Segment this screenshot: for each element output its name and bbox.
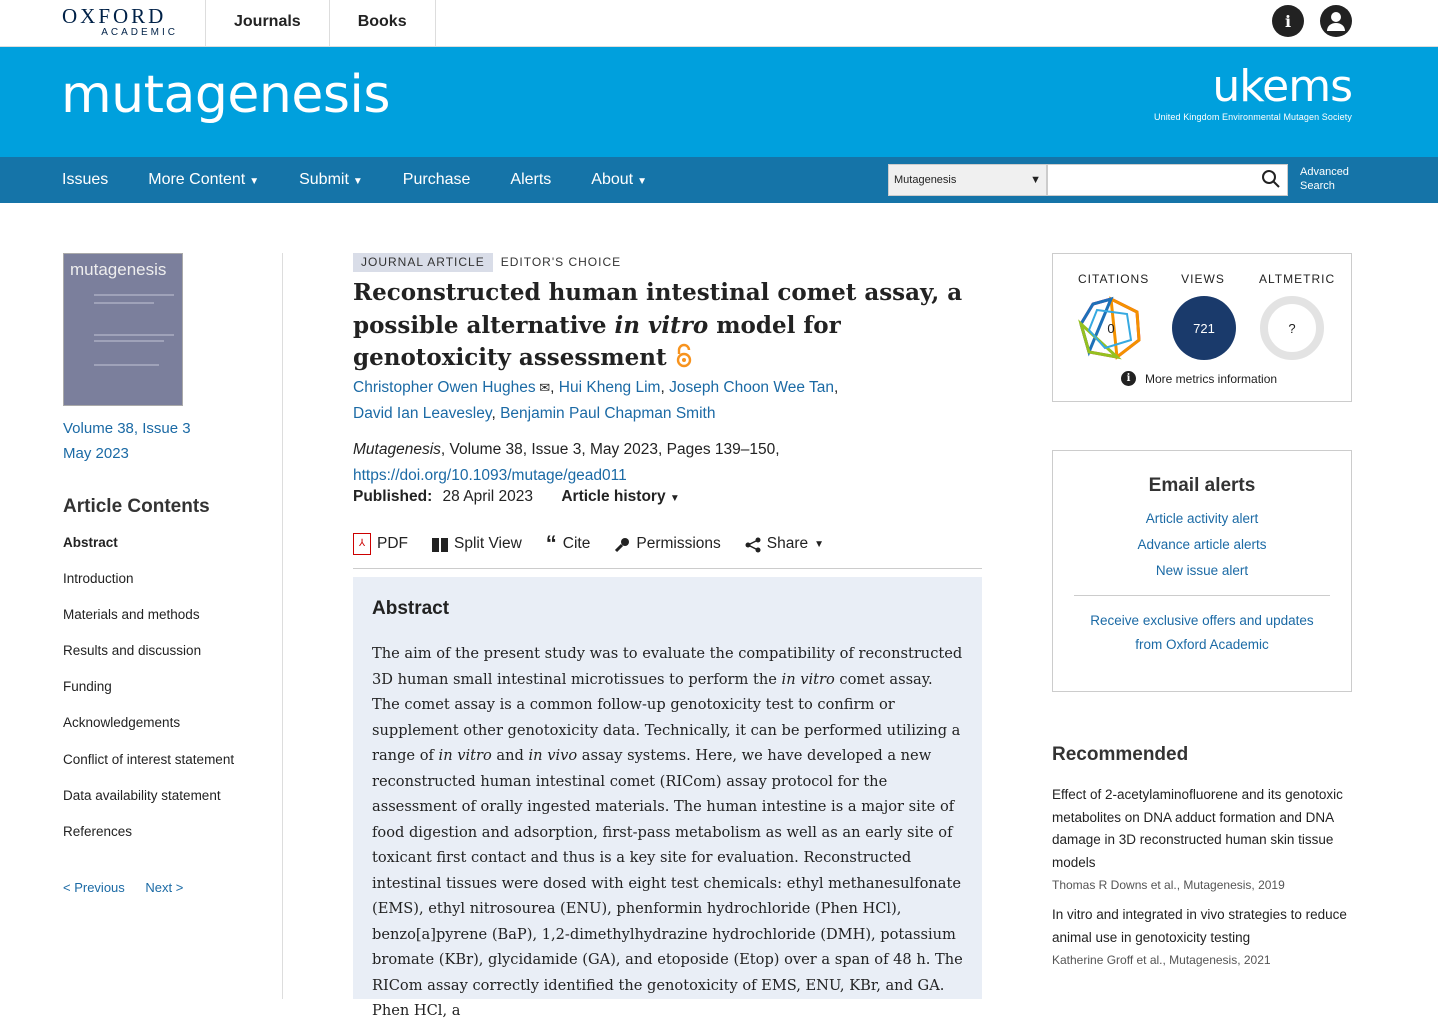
more-metrics-link[interactable] xyxy=(1121,371,1277,386)
abstract-text xyxy=(372,641,963,1024)
author-list xyxy=(353,375,973,427)
abstract-segment: comet assay. The comet assay is a common follow-up genotoxicity test to confirm or supplement other genotoxicity data. Technically, it can be performed utilizing a range of xyxy=(372,670,961,764)
article-history-label: Article history xyxy=(561,488,666,505)
contents-item[interactable]: Acknowledgements xyxy=(63,715,181,731)
logo-main-text: OXFORD xyxy=(62,4,167,28)
nav-item-label: More Content xyxy=(148,171,246,188)
article-title xyxy=(353,277,973,375)
author-separator: , xyxy=(550,379,559,396)
prev-next-nav xyxy=(63,880,200,895)
views-label: VIEWS xyxy=(1181,272,1225,286)
more-metrics-label: More metrics information xyxy=(1145,371,1278,386)
top-nav xyxy=(205,0,436,47)
search-box xyxy=(888,164,1288,196)
nav-item-submit[interactable] xyxy=(299,171,363,189)
chevron-down-icon: ▼ xyxy=(669,493,680,504)
advanced-search-link[interactable] xyxy=(1300,165,1349,193)
article-history-toggle[interactable] xyxy=(561,488,679,505)
author-link[interactable]: Joseph Choon Wee Tan xyxy=(669,379,834,396)
top-bar xyxy=(0,0,1438,47)
editors-choice-tag: EDITOR'S CHOICE xyxy=(500,255,622,269)
abstract-segment: in vitro xyxy=(438,747,492,764)
citations-value: 0 xyxy=(1107,320,1115,336)
journal-title[interactable]: mutagenesis xyxy=(61,65,390,125)
citations-label: CITATIONS xyxy=(1078,272,1150,286)
advance-article-alerts-link[interactable]: Advance article alerts xyxy=(1137,537,1267,552)
society-logo[interactable] xyxy=(1154,62,1352,122)
recommended-title-link[interactable]: Effect of 2-acetylaminofluorene and its genotoxic metabolites on DNA adduct formation and DNA damage in 3D reconstructed human skin tissue models xyxy=(1052,787,1343,870)
advanced-search-line1: Advanced xyxy=(1300,166,1349,178)
nav-item-label: About xyxy=(591,171,634,188)
author-separator: , xyxy=(833,379,839,396)
exclusive-offers-link[interactable]: Receive exclusive offers and updates from Oxford Academic xyxy=(1090,613,1314,652)
abstract-segment: The aim of the present study was to evaluate the compatibility of reconstructed 3D human small intestinal microtissues to perform the xyxy=(372,645,963,688)
recommended-meta: Katherine Groff et al., Mutagenesis, 2021 xyxy=(1052,953,1271,967)
altmetric-value: ? xyxy=(1288,320,1296,336)
logo-sub-text: ACADEMIC xyxy=(101,27,178,38)
journal-nav xyxy=(0,157,1438,203)
split-view-icon xyxy=(432,535,448,557)
citation-info xyxy=(353,437,780,489)
previous-link[interactable]: < Previous xyxy=(63,880,125,895)
nav-item-label: Purchase xyxy=(402,171,471,188)
contents-item[interactable]: Data availability statement xyxy=(63,787,221,803)
pdf-button[interactable] xyxy=(353,535,408,568)
advanced-search-line2: Search xyxy=(1300,180,1335,192)
recommended-meta: Thomas R Downs et al., Mutagenesis, 2019 xyxy=(1052,878,1285,892)
share-button[interactable] xyxy=(745,535,824,568)
email-alerts-panel xyxy=(1052,450,1352,692)
author-link[interactable]: Hui Kheng Lim xyxy=(558,379,661,396)
published-label: Published: xyxy=(353,488,433,505)
abstract-section xyxy=(353,577,982,1019)
chevron-down-icon: ▼ xyxy=(249,176,260,187)
alerts-divider xyxy=(1074,595,1330,596)
citation-details: , Volume 38, Issue 3, May 2023, Pages 139–150, xyxy=(440,441,780,458)
nav-item-issues[interactable] xyxy=(62,171,108,189)
article-contents-title: Article Contents xyxy=(63,496,210,517)
altmetric-badge[interactable] xyxy=(1260,296,1324,360)
nav-item-label: Alerts xyxy=(510,171,552,188)
abstract-segment: in vivo xyxy=(528,747,578,764)
recommended-title-link[interactable]: In vitro and integrated in vivo strategies to reduce animal use in genotoxicity testing xyxy=(1052,907,1347,945)
citations-badge[interactable] xyxy=(1079,296,1143,360)
cite-label: Cite xyxy=(562,535,591,552)
recommended-list xyxy=(1052,784,1352,967)
search-input[interactable] xyxy=(1047,164,1288,196)
cite-button[interactable] xyxy=(545,531,591,568)
journal-banner xyxy=(0,47,1438,157)
recommended-item xyxy=(1052,904,1352,967)
article-tags xyxy=(353,253,629,272)
author-separator: , xyxy=(491,405,501,422)
views-value: 721 xyxy=(1193,320,1215,336)
nav-item-label: Submit xyxy=(299,171,349,188)
info-icon: i xyxy=(1121,371,1136,386)
chevron-down-icon: ▼ xyxy=(352,176,363,187)
recommended-item xyxy=(1052,784,1352,892)
quote-icon: “ xyxy=(545,531,557,556)
contents-item[interactable]: Abstract xyxy=(63,535,118,550)
nav-item-label: Issues xyxy=(62,171,109,188)
contents-item[interactable]: Funding xyxy=(63,679,112,695)
article-toolbar xyxy=(353,531,982,569)
nav-item-purchase[interactable] xyxy=(403,171,471,189)
new-issue-alert-link[interactable]: New issue alert xyxy=(1155,563,1249,578)
envelope-icon[interactable]: ✉ xyxy=(535,380,551,395)
open-access-icon xyxy=(675,345,693,371)
share-label: Share xyxy=(766,535,809,552)
recommended-heading: Recommended xyxy=(1052,744,1189,765)
chevron-down-icon: ▼ xyxy=(814,539,825,550)
cover-decor xyxy=(94,302,154,304)
article-contents-list xyxy=(63,535,234,860)
split-view-button[interactable] xyxy=(432,535,522,568)
user-account-icon[interactable] xyxy=(1320,5,1352,37)
nav-item-alerts[interactable] xyxy=(510,171,551,189)
metrics-panel xyxy=(1052,253,1352,402)
author-link[interactable]: David Ian Leavesley xyxy=(353,405,492,422)
permissions-button[interactable] xyxy=(614,535,720,568)
chevron-down-icon: ▼ xyxy=(1030,174,1041,186)
search-scope-value: Mutagenesis xyxy=(894,174,957,186)
abstract-segment: and xyxy=(491,747,529,764)
split-view-label: Split View xyxy=(454,535,522,552)
issue-date: May 2023 xyxy=(63,445,129,462)
contents-item[interactable]: Conflict of interest statement xyxy=(63,751,235,767)
published-row xyxy=(353,488,680,506)
title-part2: model for genotoxicity assessment xyxy=(353,311,841,371)
title-part1: Reconstructed human intestinal comet assay, a possible alternative xyxy=(353,279,963,339)
issue-cover-image[interactable] xyxy=(63,253,183,406)
issue-link[interactable] xyxy=(63,416,191,466)
title-italic: in vitro xyxy=(614,311,709,339)
nav-item-about[interactable] xyxy=(591,171,647,189)
recommended-panel xyxy=(1052,744,1352,979)
altmetric-label: ALTMETRIC xyxy=(1259,272,1336,286)
contents-item[interactable]: Results and discussion xyxy=(63,643,202,659)
cover-decor xyxy=(94,294,174,296)
author-link[interactable]: Benjamin Paul Chapman Smith xyxy=(500,405,716,422)
pdf-label: PDF xyxy=(377,535,408,552)
author-link[interactable]: Christopher Owen Hughes xyxy=(353,379,536,396)
search-icon[interactable] xyxy=(1261,169,1281,189)
contents-item[interactable]: References xyxy=(63,823,133,839)
search-scope-select[interactable] xyxy=(888,164,1047,196)
nav-item-more-content[interactable] xyxy=(148,171,259,189)
cover-decor xyxy=(94,364,159,366)
society-name: United Kingdom Environmental Mutagen Society xyxy=(1153,112,1352,122)
next-link[interactable]: Next > xyxy=(145,880,184,895)
chevron-down-icon: ▼ xyxy=(637,176,648,187)
citation-journal: Mutagenesis xyxy=(353,441,441,458)
cover-title: mutagenesis xyxy=(70,260,167,279)
cover-decor xyxy=(94,334,174,336)
top-nav-books[interactable]: Books xyxy=(329,0,436,47)
doi-link[interactable]: https://doi.org/10.1093/mutage/gead011 xyxy=(353,467,627,484)
top-nav-journals[interactable]: Journals xyxy=(205,0,329,47)
email-alerts-heading: Email alerts xyxy=(1148,475,1256,496)
abstract-segment: in vitro xyxy=(781,670,835,688)
share-icon xyxy=(745,535,761,558)
permissions-label: Permissions xyxy=(636,535,721,552)
key-icon xyxy=(614,535,630,558)
article-activity-alert-link[interactable]: Article activity alert xyxy=(1145,511,1259,526)
oxford-academic-logo[interactable] xyxy=(62,6,180,38)
abstract-heading: Abstract xyxy=(372,598,450,619)
volume-issue: Volume 38, Issue 3 xyxy=(63,420,191,437)
views-badge[interactable] xyxy=(1172,296,1236,360)
article-type-tag: JOURNAL ARTICLE xyxy=(353,253,493,272)
published-date: 28 April 2023 xyxy=(442,488,534,505)
nav-items xyxy=(62,157,687,203)
info-icon[interactable]: i xyxy=(1272,5,1304,37)
cover-decor xyxy=(94,340,164,342)
contents-item[interactable]: Introduction xyxy=(63,571,134,587)
contents-item[interactable]: Materials and methods xyxy=(63,607,200,623)
pdf-icon: ⅄ xyxy=(353,533,371,555)
abstract-segment: assay systems. Here, we have developed a new reconstructed human intestinal comet (RICom) assay protocol for the assessment of orally ingested materials. The human intestine is a major site of food digestion and adsorption, first-pass metabolism as well as an early site of toxicant first contact and thus is a key site for evaluation. Reconstructed intestinal tissues were dosed with eight test chemicals: ethyl methanesulfonate (EMS), ethyl nitrosourea (ENU), phenformin hydrochloride (Phen HCl), benzo[a]pyrene (BaP), 1,2-dimethylhydrazine hydrochloride (DMH), potassium bromate (KBr), glycidamide (GA), and etoposide (Etop) over a span of 48 h. The RICom assay correctly identified the genotoxicity of EMS, ENU, KBr, and GA. Phen HCl, a xyxy=(372,747,963,1019)
author-separator: , xyxy=(660,379,670,396)
society-mark: ukems xyxy=(1212,61,1352,112)
column-divider xyxy=(282,253,283,999)
